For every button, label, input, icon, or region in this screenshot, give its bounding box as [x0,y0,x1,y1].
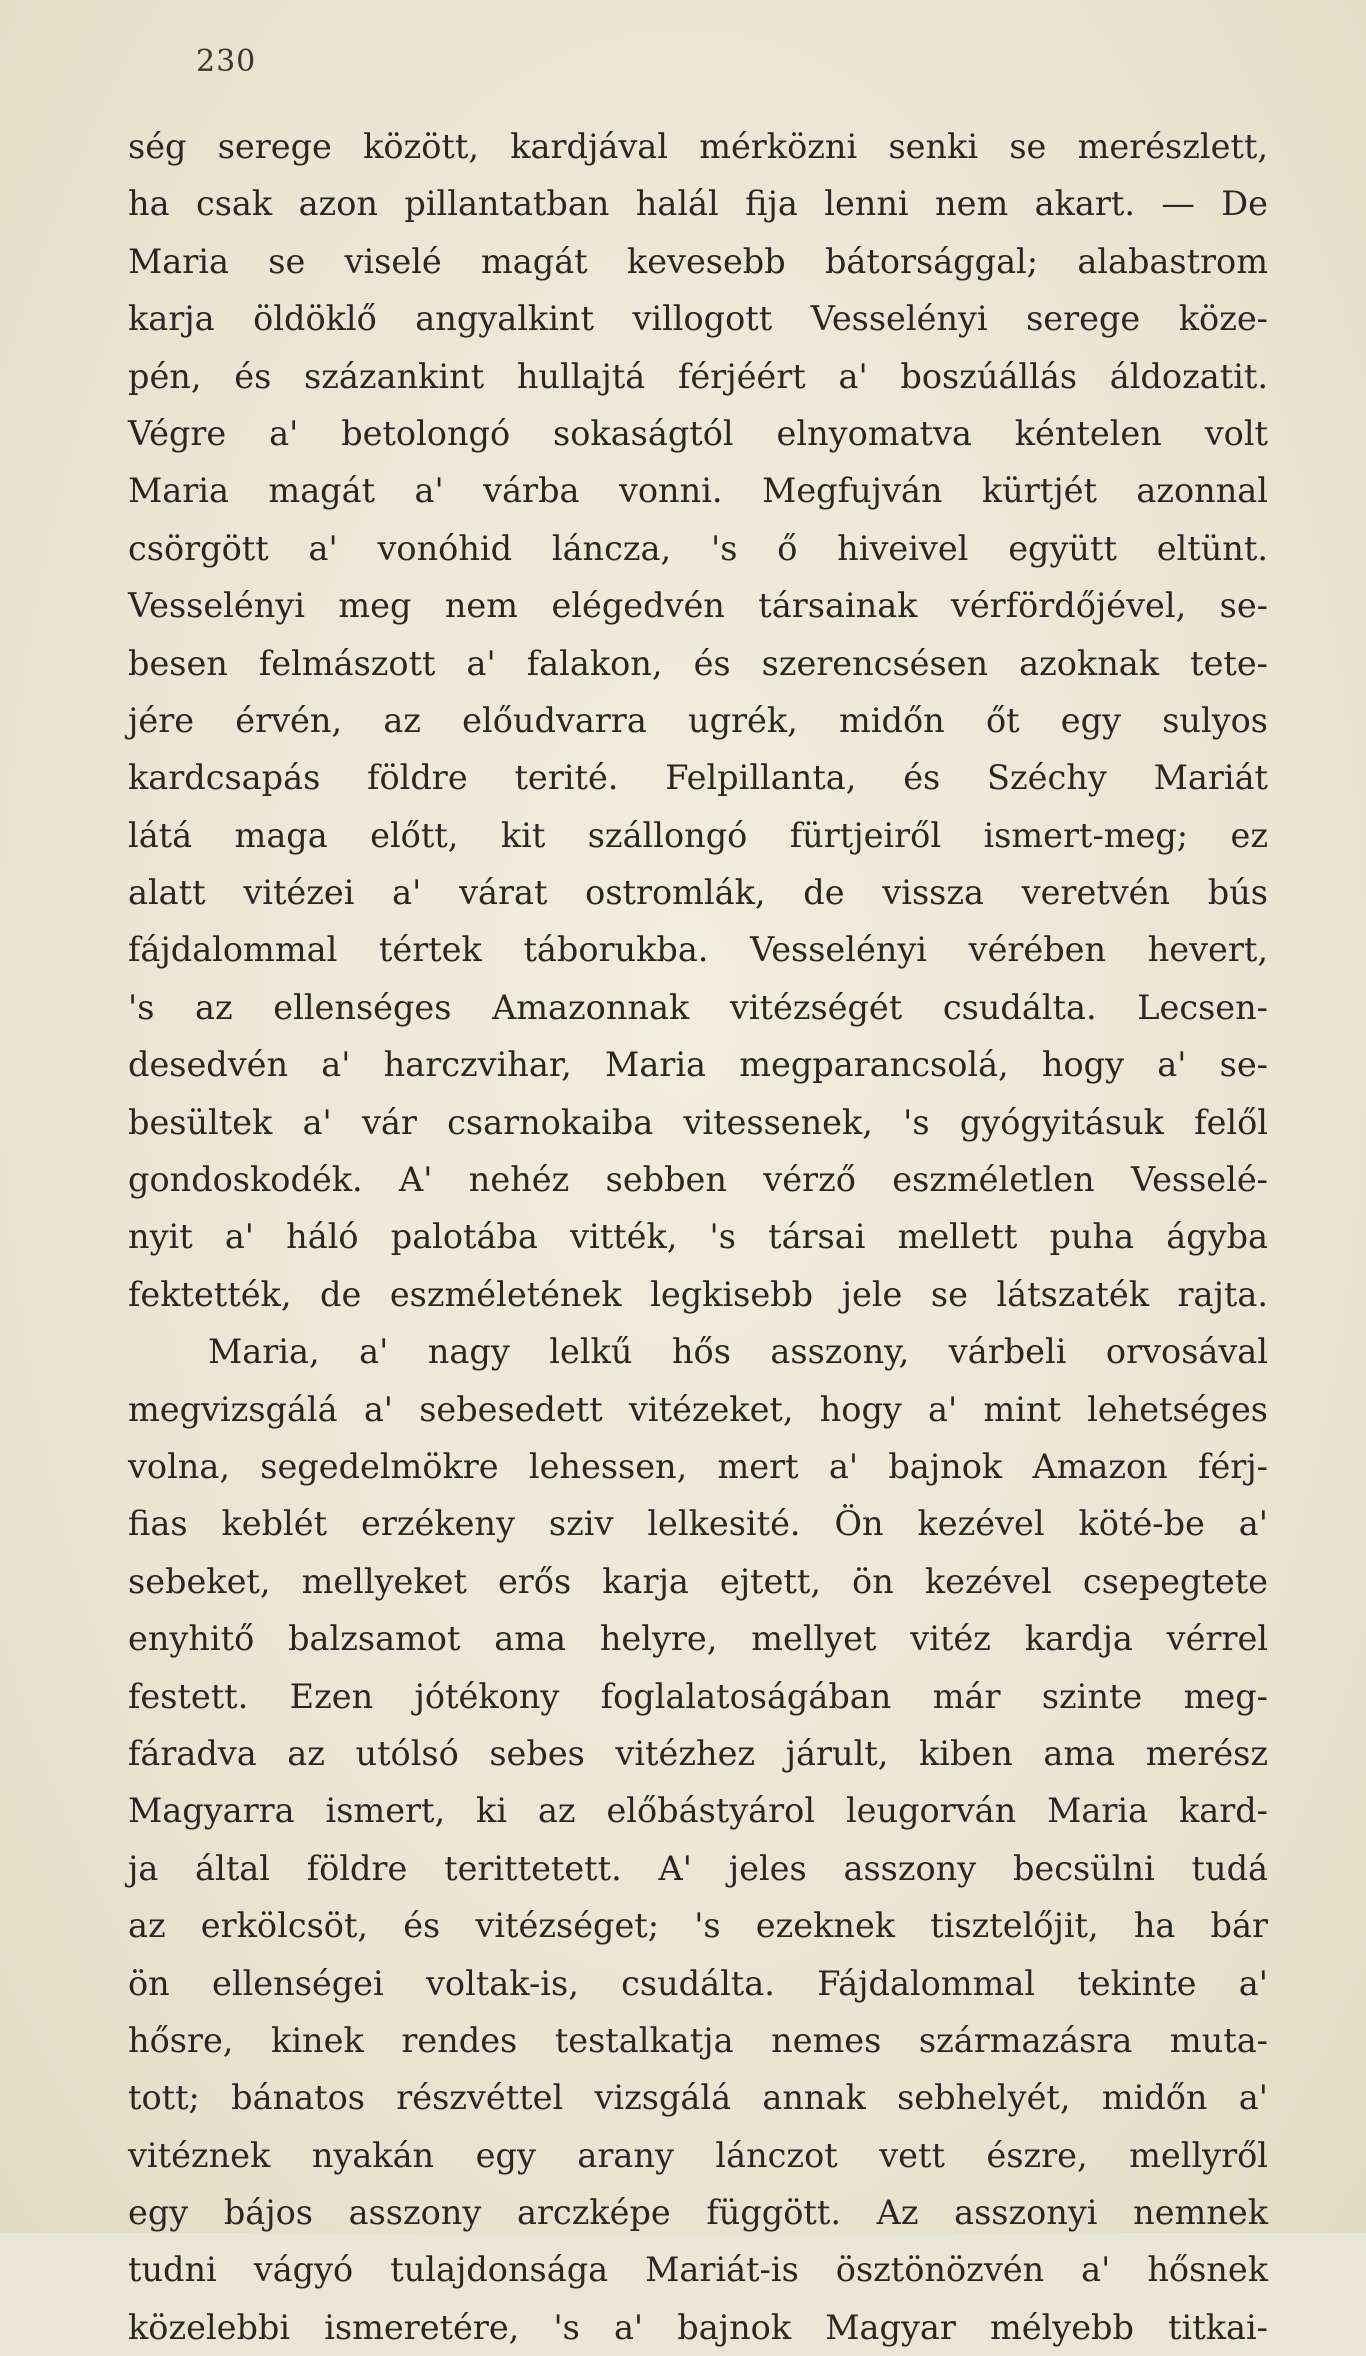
text-line: 's az ellenséges Amazonnak vitézségét csudálta. Lecsen- [128,987,1268,1027]
text-line: megvizsgálá a' sebesedett vitézeket, hogy a' mint lehetséges [128,1389,1268,1429]
text-line: tudni vágyó tulajdonsága Mariát-is ösztönözvén a' hősnek [128,2250,1268,2290]
text-line: Magyarra ismert, ki az előbástyárol leugorván Maria kard- [128,1791,1268,1831]
text-line: ön ellenségei voltak-is, csudálta. Fájdalommal tekinte a' [128,1963,1268,2003]
text-line: fektették, de eszméletének legkisebb jele se látszaték rajta. [128,1274,1268,1314]
body-text [128,118,1268,2356]
text-line: tott; bánatos részvéttel vizsgálá annak sebhelyét, midőn a' [128,2078,1268,2118]
text-line: volna, segedelmökre lehessen, mert a' bajnok Amazon férj- [128,1446,1268,1486]
text-line: Maria magát a' várba vonni. Megfujván kürtjét azonnal [128,471,1268,511]
text-line: Maria, a' nagy lelkű hős asszony, várbeli orvosával [208,1332,1268,1372]
text-line: Vesselényi meg nem elégedvén társainak vérfördőjével, se- [128,586,1268,626]
text-line: fáradva az utólsó sebes vitézhez járult, kiben ama merész [128,1733,1268,1773]
text-line: egy bájos asszony arczképe függött. Az asszonyi nemnek [128,2193,1268,2233]
text-line: hősre, kinek rendes testalkatja nemes származásra muta- [128,2020,1268,2060]
text-line: desedvén a' harczvihar, Maria megparancsolá, hogy a' se- [128,1045,1268,1085]
text-line: ha csak azon pillantatban halál fija lenni nem akart. — De [128,184,1268,224]
text-line: az erkölcsöt, és vitézséget; 's ezeknek tisztelőjit, ha bár [128,1906,1268,1946]
text-line: gondoskodék. A' nehéz sebben vérző eszméletlen Vesselé- [128,1160,1268,1200]
text-line: látá maga előtt, kit szállongó fürtjeiről ismert-meg; ez [128,815,1268,855]
text-line: enyhitő balzsamot ama helyre, mellyet vitéz kardja vérrel [128,1619,1268,1659]
text-line: jére érvén, az előudvarra ugrék, midőn őt egy sulyos [128,700,1268,740]
text-line: nyit a' háló palotába vitték, 's társai mellett puha ágyba [128,1217,1268,1257]
text-line: pén, és százankint hullajtá férjéért a' boszúállás áldozatit. [128,356,1268,396]
text-line: sebeket, mellyeket erős karja ejtett, ön kezével csepegtete [128,1561,1268,1601]
text-line: csörgött a' vonóhid láncza, 's ő hiveivel együtt eltünt. [128,528,1268,568]
text-line: vitéznek nyakán egy arany lánczot vett észre, mellyről [128,2135,1268,2175]
text-line: ség serege között, kardjával mérközni senki se merészlett, [128,127,1268,166]
text-line: besen felmászott a' falakon, és szerencsésen azoknak tete- [128,643,1268,683]
page-number: 230 [196,44,257,79]
text-line: festett. Ezen jótékony foglalatoságában már szinte meg- [128,1676,1268,1716]
text-line: kardcsapás földre terité. Felpillanta, és Széchy Mariát [128,758,1268,798]
text-line: alatt vitézei a' várat ostromlák, de vissza veretvén bús [128,873,1268,913]
text-line: besültek a' vár csarnokaiba vitessenek, 's gyógyitásuk felől [128,1102,1268,1142]
text-line: közelebbi ismeretére, 's a' bajnok Magyar mélyebb titkai- [128,2307,1268,2347]
text-line: Végre a' betolongó sokaságtól elnyomatva kéntelen volt [128,413,1268,453]
text-line: ja által földre terittetett. A' jeles asszony becsülni tudá [128,1848,1268,1888]
text-line: karja öldöklő angyalkint villogott Vesselényi serege köze- [128,299,1268,339]
text-line: fájdalommal tértek táborukba. Vesselényi vérében hevert, [128,930,1268,970]
text-line: fias keblét erzékeny sziv lelkesité. Ön kezével köté-be a' [128,1504,1268,1544]
text-line: Maria se viselé magát kevesebb bátorsággal; alabastrom [128,241,1268,281]
